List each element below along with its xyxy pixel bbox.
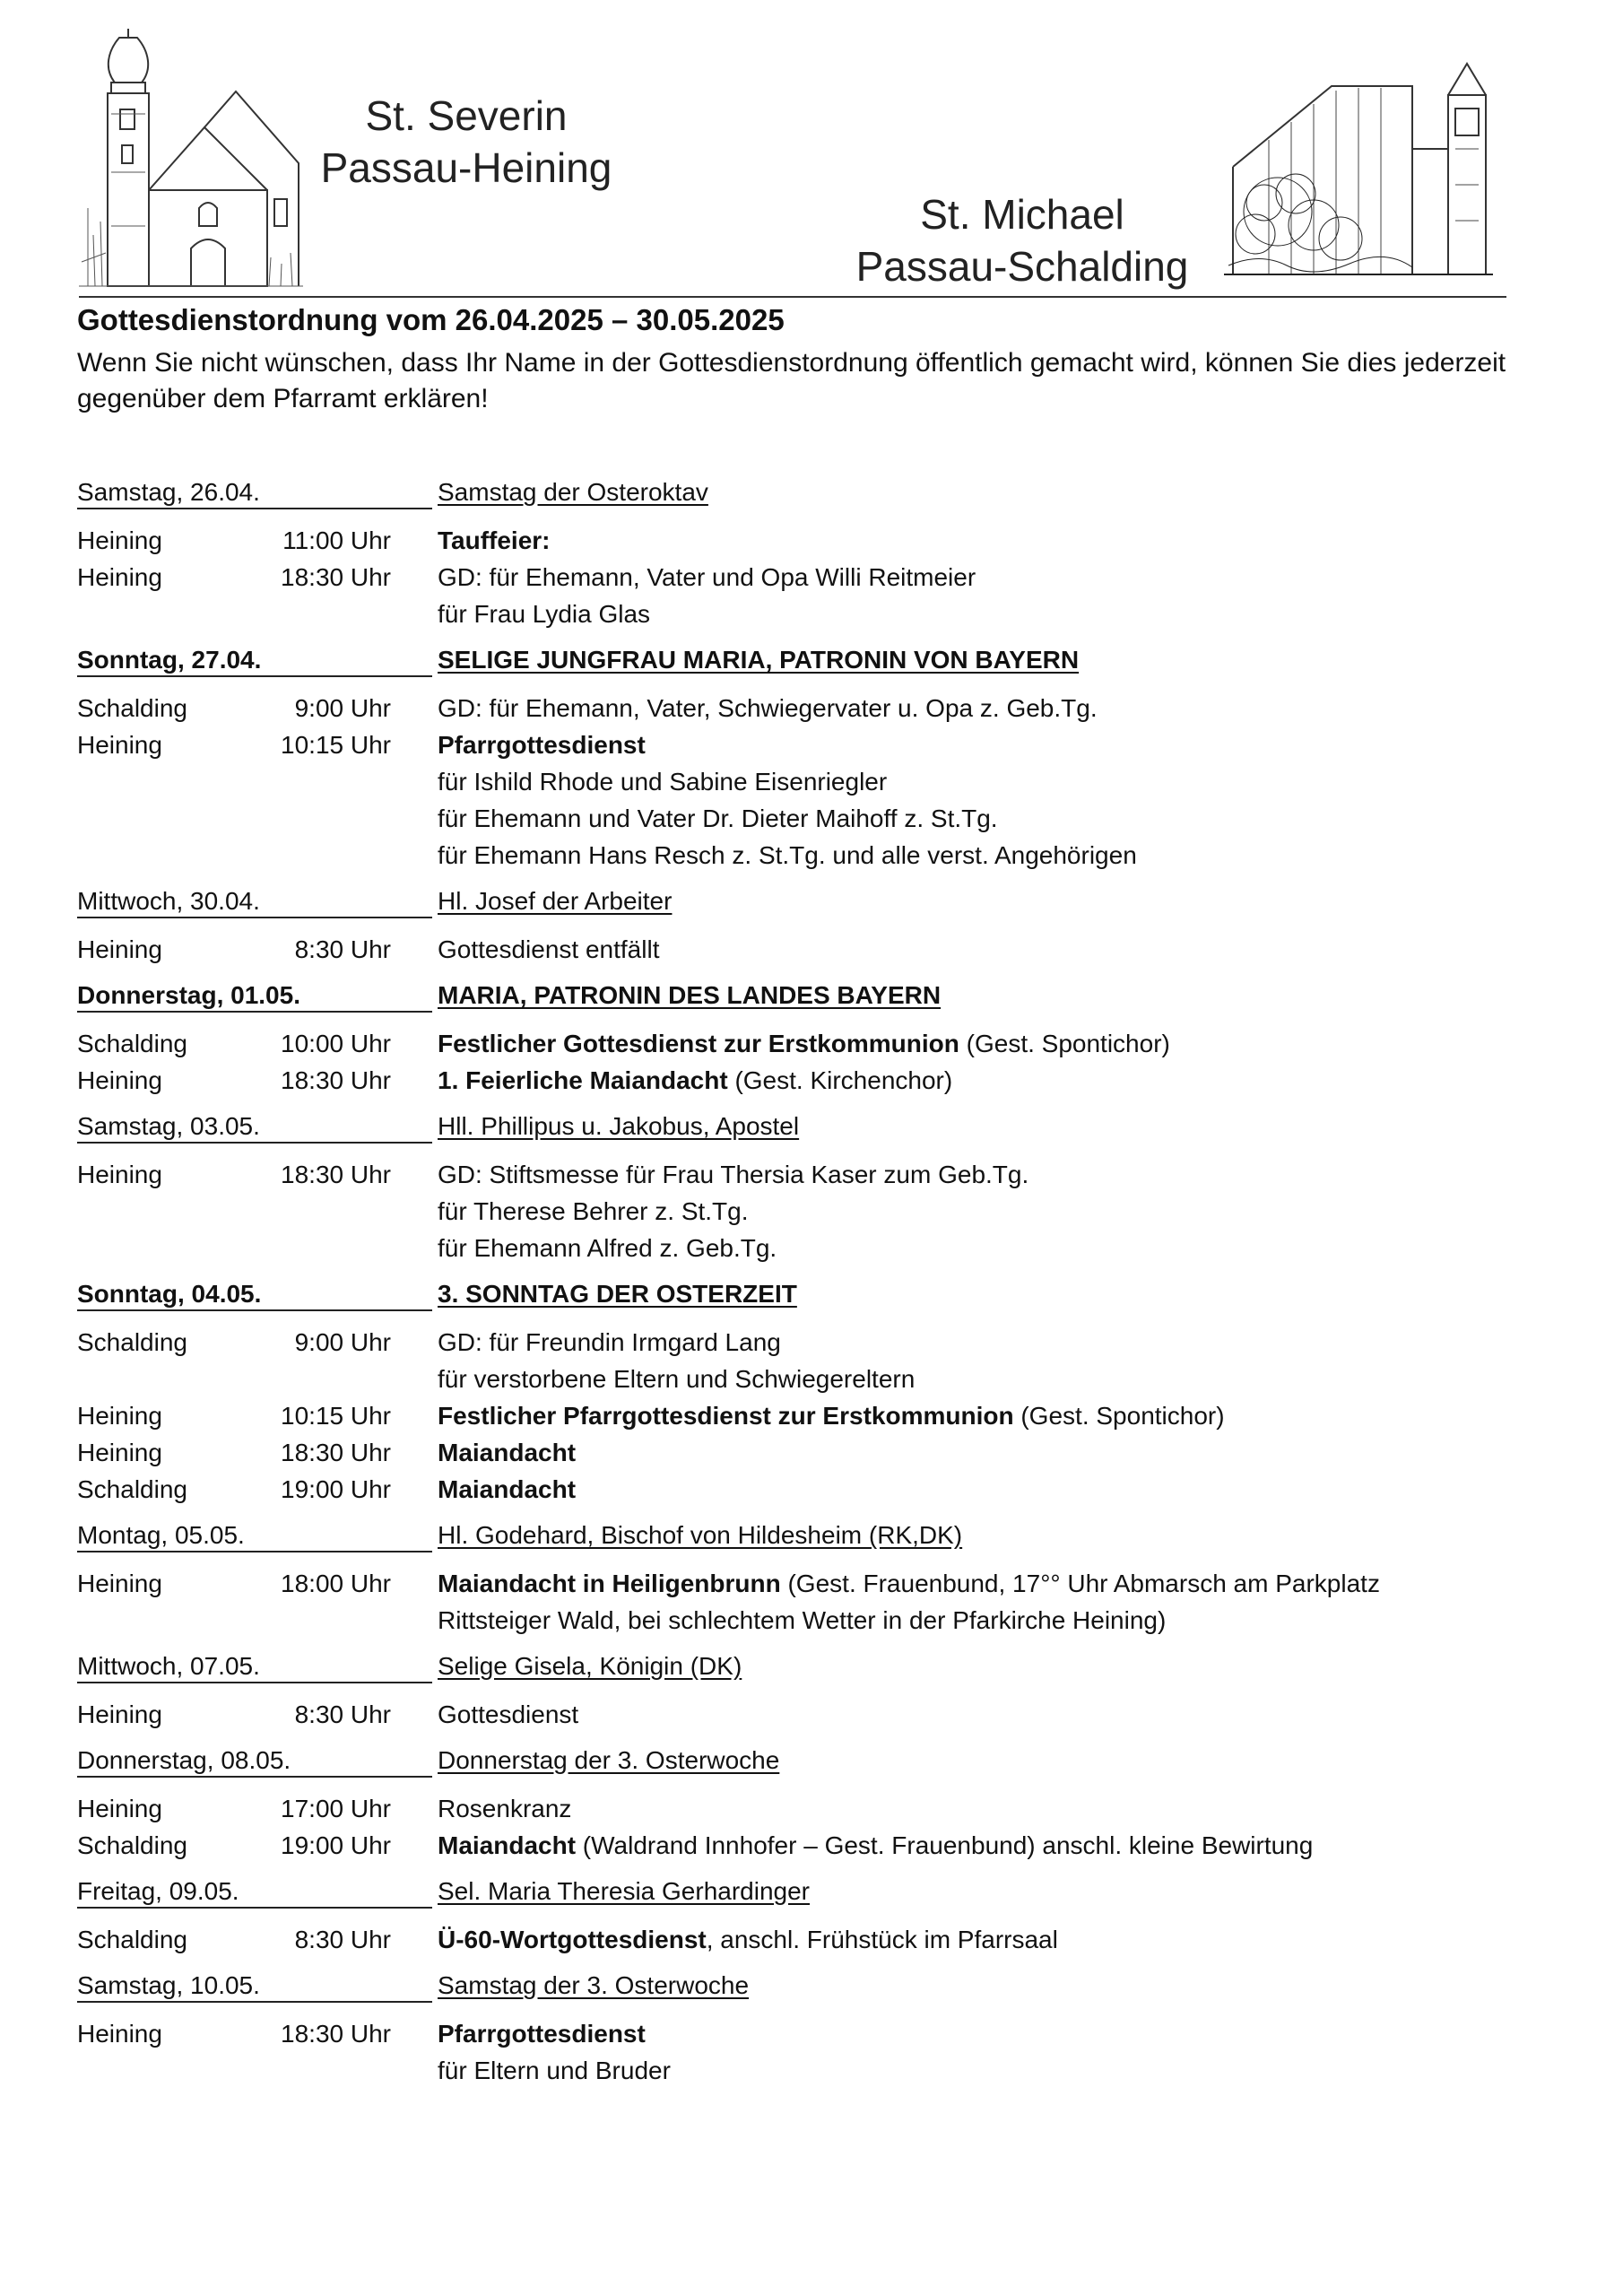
service-time: 18:30 Uhr <box>281 1066 391 1094</box>
service-line <box>438 931 1541 968</box>
service-description <box>438 1921 1541 1958</box>
service-place: Heining <box>77 563 162 591</box>
feast-name: Hl. Josef der Arbeiter <box>438 887 673 915</box>
day-date: Mittwoch, 07.05. <box>77 1651 432 1683</box>
service-entry <box>77 1025 1548 1062</box>
feast-name: Samstag der 3. Osterwoche <box>438 1971 750 1999</box>
day-heading <box>77 1279 1548 1313</box>
service-title: Tauffeier: <box>438 526 551 554</box>
service-line <box>438 1156 1541 1193</box>
service-entry <box>77 1434 1548 1471</box>
day-heading <box>77 477 1548 511</box>
header-rule <box>79 296 1506 298</box>
service-text: (Gest. Kirchenchor) <box>727 1066 953 1094</box>
service-time: 17:00 Uhr <box>281 1795 391 1822</box>
service-place: Heining <box>77 1700 162 1728</box>
service-entry <box>77 2015 1548 2089</box>
service-description <box>438 1790 1541 1827</box>
service-title: Festlicher Gottesdienst zur Erstkommunion <box>438 1030 959 1057</box>
feast-name: SELIGE JUNGFRAU MARIA, PATRONIN VON BAYERN <box>438 646 1080 674</box>
service-place: Heining <box>77 526 162 554</box>
feast-name: MARIA, PATRONIN DES LANDES BAYERN <box>438 981 942 1009</box>
service-line <box>438 559 1541 596</box>
service-text: GD: für Ehemann, Vater und Opa Willi Reitmeier <box>438 563 976 591</box>
service-place: Schalding <box>77 1030 187 1057</box>
day-date: Samstag, 10.05. <box>77 1970 432 2003</box>
service-time: 19:00 Uhr <box>281 1831 391 1859</box>
service-text: für Ishild Rhode und Sabine Eisenriegler <box>438 768 888 796</box>
service-title: Festlicher Pfarrgottesdienst zur Erstkommunion <box>438 1402 1014 1430</box>
day-date: Montag, 05.05. <box>77 1520 432 1552</box>
day-date: Freitag, 09.05. <box>77 1876 432 1909</box>
service-line <box>438 1230 1541 1266</box>
service-place: Schalding <box>77 1328 187 1356</box>
service-place: Heining <box>77 1161 162 1188</box>
feast-name: Selige Gisela, Königin (DK) <box>438 1652 742 1680</box>
service-time: 19:00 Uhr <box>281 1475 391 1503</box>
service-description <box>438 1397 1541 1434</box>
service-title: Pfarrgottesdienst <box>438 731 646 759</box>
service-text: für Frau Lydia Glas <box>438 600 651 628</box>
service-line <box>438 726 1541 763</box>
service-description <box>438 1696 1541 1733</box>
service-line <box>438 1025 1541 1062</box>
service-line <box>438 1324 1541 1361</box>
service-line <box>438 1827 1541 1864</box>
service-text: für Eltern und Bruder <box>438 2057 671 2084</box>
service-place: Schalding <box>77 694 187 722</box>
service-text: (Gest. Spontichor) <box>1013 1402 1225 1430</box>
service-line <box>438 763 1541 800</box>
service-line <box>438 837 1541 874</box>
service-line <box>438 800 1541 837</box>
document-header <box>0 0 1623 305</box>
service-time: 10:15 Uhr <box>281 731 391 759</box>
parish-a-name: St. Severin <box>365 92 568 139</box>
service-place: Heining <box>77 1402 162 1430</box>
service-entry <box>77 1324 1548 1397</box>
service-entry <box>77 522 1548 559</box>
service-time: 9:00 Uhr <box>294 694 391 722</box>
service-line <box>438 1397 1541 1434</box>
day-heading <box>77 1745 1548 1779</box>
service-title: Maiandacht <box>438 1439 577 1466</box>
feast-name: Hl. Godehard, Bischof von Hildesheim (RK,DK) <box>438 1521 963 1549</box>
feast-name: Samstag der Osteroktav <box>438 478 708 506</box>
service-line <box>438 1193 1541 1230</box>
day-heading <box>77 1876 1548 1910</box>
service-entry <box>77 1156 1548 1266</box>
service-entry <box>77 690 1548 726</box>
day-heading <box>77 1651 1548 1685</box>
service-place: Heining <box>77 1066 162 1094</box>
service-text: , anschl. Frühstück im Pfarrsaal <box>706 1926 1058 1953</box>
service-time: 8:30 Uhr <box>294 1700 391 1728</box>
day-date: Donnerstag, 08.05. <box>77 1745 432 1778</box>
day-date: Samstag, 26.04. <box>77 477 432 509</box>
service-line <box>438 1361 1541 1397</box>
service-title: Maiandacht in Heiligenbrunn <box>438 1570 781 1597</box>
service-description <box>438 1565 1541 1639</box>
feast-name: Hll. Phillipus u. Jakobus, Apostel <box>438 1112 800 1140</box>
service-line <box>438 1565 1541 1602</box>
service-text: für verstorbene Eltern und Schwiegereltern <box>438 1365 916 1393</box>
service-time: 18:00 Uhr <box>281 1570 391 1597</box>
service-description <box>438 931 1541 968</box>
service-entry <box>77 1397 1548 1434</box>
service-title: Pfarrgottesdienst <box>438 2020 646 2048</box>
service-description <box>438 1025 1541 1062</box>
feast-name: 3. SONNTAG DER OSTERZEIT <box>438 1280 797 1308</box>
service-time: 11:00 Uhr <box>282 526 391 554</box>
service-title: Maiandacht <box>438 1831 577 1859</box>
service-time: 18:30 Uhr <box>281 563 391 591</box>
service-time: 9:00 Uhr <box>294 1328 391 1356</box>
parish-b-place: Passau-Schalding <box>855 243 1189 290</box>
service-place: Heining <box>77 935 162 963</box>
service-line <box>438 596 1541 632</box>
service-line <box>438 1790 1541 1827</box>
service-entry <box>77 1062 1548 1099</box>
service-place: Schalding <box>77 1926 187 1953</box>
service-description <box>438 1156 1541 1266</box>
service-text: (Waldrand Innhofer – Gest. Frauenbund) anschl. kleine Bewirtung <box>576 1831 1314 1859</box>
day-heading <box>77 980 1548 1014</box>
church-st-severin-drawing <box>79 29 303 289</box>
church-st-michael-drawing <box>1224 59 1493 283</box>
service-text: Gottesdienst entfällt <box>438 935 660 963</box>
service-schedule <box>77 477 1548 2089</box>
service-line <box>438 1434 1541 1471</box>
service-time: 18:30 Uhr <box>281 1439 391 1466</box>
day-date: Donnerstag, 01.05. <box>77 980 432 1013</box>
service-description <box>438 726 1541 874</box>
service-time: 18:30 Uhr <box>281 2020 391 2048</box>
service-title: Maiandacht <box>438 1475 577 1503</box>
service-line <box>438 1062 1541 1099</box>
service-place: Heining <box>77 2020 162 2048</box>
service-place: Schalding <box>77 1831 187 1859</box>
parish-a-place: Passau-Heining <box>320 144 612 191</box>
service-entry <box>77 1921 1548 1958</box>
service-entry <box>77 1471 1548 1508</box>
service-text: für Therese Behrer z. St.Tg. <box>438 1197 749 1225</box>
parish-st-michael <box>834 188 1211 292</box>
service-line <box>438 1602 1541 1639</box>
service-line <box>438 1696 1541 1733</box>
service-text: GD: für Ehemann, Vater, Schwiegervater u. Opa z. Geb.Tg. <box>438 694 1098 722</box>
service-description <box>438 690 1541 726</box>
day-heading <box>77 1520 1548 1554</box>
service-line <box>438 2015 1541 2052</box>
service-entry <box>77 931 1548 968</box>
service-description <box>438 1324 1541 1397</box>
service-time: 18:30 Uhr <box>281 1161 391 1188</box>
service-line <box>438 1471 1541 1508</box>
day-heading <box>77 1111 1548 1145</box>
day-heading <box>77 1970 1548 2005</box>
document-title: Gottesdienstordnung vom 26.04.2025 – 30.05.2025 <box>77 303 785 336</box>
day-heading <box>77 886 1548 920</box>
parish-b-name: St. Michael <box>920 191 1124 238</box>
service-time: 10:00 Uhr <box>281 1030 391 1057</box>
day-date: Sonntag, 04.05. <box>77 1279 432 1311</box>
service-entry <box>77 1696 1548 1733</box>
service-title: 1. Feierliche Maiandacht <box>438 1066 728 1094</box>
service-description <box>438 1827 1541 1864</box>
service-entry <box>77 726 1548 874</box>
service-text: für Ehemann Hans Resch z. St.Tg. und alle verst. Angehörigen <box>438 841 1137 869</box>
service-line <box>438 2052 1541 2089</box>
service-text: Rosenkranz <box>438 1795 572 1822</box>
service-time: 8:30 Uhr <box>294 1926 391 1953</box>
service-entry <box>77 559 1548 632</box>
service-title: Ü-60-Wortgottesdienst <box>438 1926 707 1953</box>
service-description <box>438 1062 1541 1099</box>
service-line <box>438 522 1541 559</box>
feast-name: Sel. Maria Theresia Gerhardinger <box>438 1877 811 1905</box>
service-entry <box>77 1565 1548 1639</box>
service-time: 8:30 Uhr <box>294 935 391 963</box>
service-place: Heining <box>77 1439 162 1466</box>
service-line <box>438 1921 1541 1958</box>
parish-st-severin <box>287 90 646 194</box>
service-text: für Ehemann und Vater Dr. Dieter Maihoff z. St.Tg. <box>438 804 998 832</box>
service-text: für Ehemann Alfred z. Geb.Tg. <box>438 1234 777 1262</box>
service-place: Heining <box>77 1795 162 1822</box>
service-description <box>438 2015 1541 2089</box>
day-date: Mittwoch, 30.04. <box>77 886 432 918</box>
service-time: 10:15 Uhr <box>281 1402 391 1430</box>
service-text: (Gest. Frauenbund, 17°° Uhr Abmarsch am Parkplatz <box>780 1570 1380 1597</box>
service-text: (Gest. Spontichor) <box>959 1030 1170 1057</box>
service-text: Rittsteiger Wald, bei schlechtem Wetter in der Pfarkirche Heining) <box>438 1606 1167 1634</box>
service-description <box>438 1434 1541 1471</box>
service-text: Gottesdienst <box>438 1700 579 1728</box>
privacy-notice: Wenn Sie nicht wünschen, dass Ihr Name in der Gottesdienstordnung öffentlich gemacht wird, können Sie dies jederzeit gegenüber dem Pfarramt erklären! <box>77 348 1506 413</box>
service-description <box>438 559 1541 632</box>
service-line <box>438 690 1541 726</box>
feast-name: Donnerstag der 3. Osterwoche <box>438 1746 780 1774</box>
service-text: GD: Stiftsmesse für Frau Thersia Kaser zum Geb.Tg. <box>438 1161 1029 1188</box>
service-entry <box>77 1827 1548 1864</box>
service-place: Schalding <box>77 1475 187 1503</box>
service-entry <box>77 1790 1548 1827</box>
service-place: Heining <box>77 1570 162 1597</box>
day-heading <box>77 645 1548 679</box>
day-date: Sonntag, 27.04. <box>77 645 432 677</box>
service-text: GD: für Freundin Irmgard Lang <box>438 1328 781 1356</box>
service-description <box>438 522 1541 559</box>
service-place: Heining <box>77 731 162 759</box>
service-description <box>438 1471 1541 1508</box>
day-date: Samstag, 03.05. <box>77 1111 432 1144</box>
